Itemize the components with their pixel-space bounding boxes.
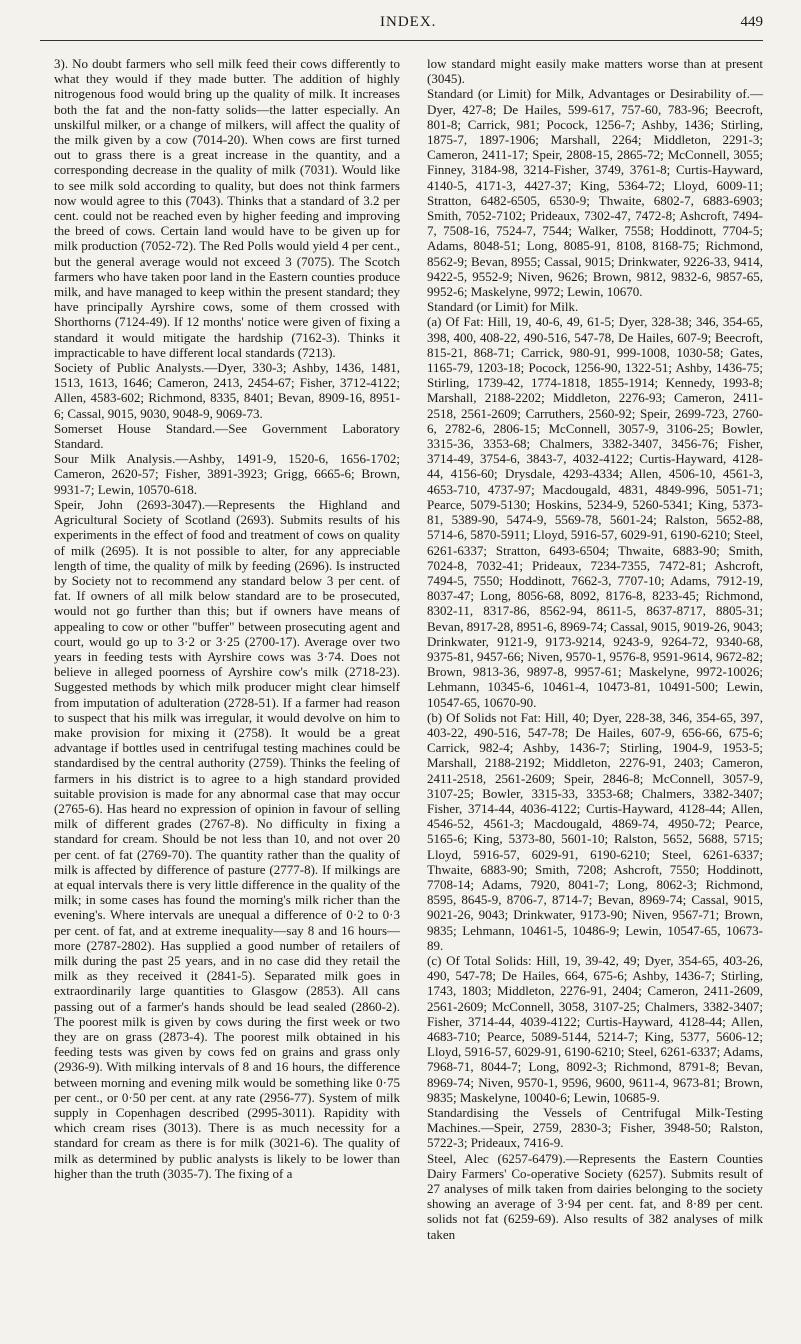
index-entry-speir-john: Speir, John (2693-3047).—Represents the Highland and Agricultural Society of Scotland (2693). Submits results of his experiments in the effect of food and treatment of cows on quality of milk (2695). It is not possible to alter, for any appreciable length of time, the quality of milk by feeding (2696). Is instructed by Society not to recommend any standard below 3 per cent. of fat. If owners of all milk below standard are to be prosecuted, would not go further than this; but if owners have means of appealing to cow or other "buffer" between prosecuting agent and court, would go up to 3·2 or 3·25 (2700-17). Average over two years in feeding tests with Ayrshire cows was 3·74. Does not believe in alleged poorness of Ayrshire cow's milk (2718-23). Suggested methods by which milk producer might clear himself from imputation of adulteration (2728-51). If a farmer had reason to suspect that his milk was irregular, it would devolve on him to make provision for mixing it (2758). It would be a great advantage if bottles used in centrifugal testing machines could be standardised by the central authority (2759). Thinks the feeling of farmers in his district is to agree to a high standard provided suitable provision is made for any abnormal case that may occur (2765-6). Has heard no expression of opinion in favour of selling milk of different grades (2767-8). No difficulty in fixing a standard for cream. Should be not less than 10, and not over 20 per cent. of fat (2769-70). The quantity rather than the quality of milk is affected by difference of pasture (2777-8). If milkings are at equal intervals there is very little difference in the quality of the milk; in some cases has found the morning's milk richer than the evening's. Where intervals are unequal a difference of 0·2 to 0·3 per cent. of fat, and at extreme inequality—say 8 and 16 hours—more (2787-2802). Has supplied a good number of retailers of milk during the past 25 years, and in no case did they retail the milk as they received it (2841-5). Separated milk goes in extraordinarily large quantities to Glasgow (2853). All cans passing out of a farmer's hands should be lead sealed (2860-2). The poorest milk is given by cows during the first week or two they are on grass (2873-4). The poorest milk obtained in his feeding tests was given by cows fed on grains and grass only (2936-9). With milking intervals of 8 and 16 hours, the difference between morning and evening milk would be something like 0·75 per cent., or 0·50 per cent. at any rate (2956-77). System of milk supply in Copenhagen described (2995-3011). Rapidity with which cream rises (3013). There is as much necessity for a standard for cream as there is for milk (3021-6). The quality of milk as determined by public analysts is likely to be lower than higher than the truth (3035-7). The fixing of a xyxy=(54,496,400,1181)
index-entry-standardising-vessels: Standardising the Vessels of Centrifugal Milk-Testing Machines.—Speir, 2759, 2830-3; Fisher, 3948-50; Ralston, 5722-3; Prideaux, 7416-9. xyxy=(427,1105,763,1151)
left-column xyxy=(40,56,400,1181)
index-subentry-total-solids: (c) Of Total Solids: Hill, 19, 39-42, 49; Dyer, 354-65, 403-26, 490, 547-78; De Hailes, 664, 675-6; Ashby, 1436-7; Stirling, 1743, 1803; Middleton, 2276-91, 2404; Cameron, 2411-2609, 2561-2609; McConnell, 3058, 3107-25; Chalmers, 3382-3407; Fisher, 3714-44, 4039-4122; Curtis-Hayward, 4128-44; Allen, 4683-710; Pearce, 5089-5144, 5214-7; King, 5377, 5606-12; Lloyd, 5916-57, 6029-91, 6190-6210; Steel, 6261-6337; Adams, 7968-71, 8044-7; Long, 8092-3; Richmond, 8791-8; Bevan, 8969-74; Niven, 9570-1, 9596, 9600, 9611-4, 9673-81; Brown, 9835; Maskelyne, 10040-6; Lewin, 10685-9. xyxy=(427,952,763,1105)
running-title: INDEX. xyxy=(380,14,437,30)
index-entry-society-public-analysts: Society of Public Analysts.—Dyer, 330-3; Ashby, 1436, 1481, 1513, 1613, 1646; Cameron, 2413, 2454-67; Fisher, 3712-4122; Allen, 4583-602; Richmond, 8335, 8401; Bevan, 8909-16, 8951-6; Cassal, 9015, 9030, 9048-9, 9069-73. xyxy=(54,360,400,421)
index-entry-sour-milk: Sour Milk Analysis.—Ashby, 1491-9, 1520-6, 1656-1702; Cameron, 2620-57; Fisher, 3891-3923; Grigg, 6665-6; Brown, 9931-7; Lewin, 10570-618. xyxy=(54,451,400,497)
index-entry-standard-heading: Standard (or Limit) for Milk. xyxy=(427,299,579,315)
index-subentry-solids-not-fat: (b) Of Solids not Fat: Hill, 40; Dyer, 228-38, 346, 354-65, 397, 403-22, 490-516, 547-78; De Hailes, 607-9, 656-66, 675-6; Carrick, 982-4; Ashby, 1436-7; Stirling, 1904-9, 1953-5; Marshall, 2188-2192; Middleton, 2276-91, 2403; Cameron, 2411-2518, 2561-2609; Speir, 2846-8; McConnell, 3057-9, 3107-25; Bowler, 3315-33, 3353-68; Chalmers, 3382-3407; Fisher, 3714-44, 4036-4122; Curtis-Hayward, 4128-44; Allen, 4546-52, 4561-3; Macdougald, 4869-74, 4950-72; Pearce, 5165-6; King, 5373-80, 5601-10; Ralston, 5652, 5688, 5715; Lloyd, 5916-57, 6029-91, 6190-6210; Steel, 6261-6337; Thwaite, 6883-90; Smith, 7208; Ashcroft, 7550; Hoddinott, 7708-14; Adams, 7920, 8041-7; Long, 8062-3; Richmond, 8595, 8645-9, 8706-7, 8714-7; Bevan, 8969-74; Cassal, 9015, 9021-26, 9043; Drinkwater, 9173-90; Niven, 9567-71; Brown, 9835; Lehmann, 10461-5, 10486-9; Lewin, 10547-65, 10673-89. xyxy=(427,709,763,953)
page-header xyxy=(40,14,763,36)
index-entry-steel-alec: Steel, Alec (6257-6479).—Represents the Eastern Counties Dairy Farmers' Co-operative Society (6257). Submits result of 27 analyses of milk taken from dairies belonging to the society showing an average of 3·94 per cent. fat, and 8·89 per cent. solids not fat (6259-69). Also results of 382 analyses of milk taken xyxy=(427,1150,763,1242)
index-entry-somerset-house: Somerset House Standard.—See Government Laboratory Standard. xyxy=(54,420,400,452)
index-entry-continuation-right: low standard might easily make matters worse than at present (3045). xyxy=(427,56,763,87)
index-subentry-fat: (a) Of Fat: Hill, 19, 40-6, 49, 61-5; Dyer, 328-38; 346, 354-65, 398, 400, 408-22, 490-516, 547-78, De Hailes, 607-9; Beecroft, 815-21, 868-71; Carrick, 980-91, 999-1008, 1030-58; Gates, 1165-79, 1203-18; Pocock, 1256-90, 1322-51; Ashby, 1436-75; Stirling, 1739-42, 1774-1818, 1855-1914; Kennedy, 1993-8; Marshall, 2188-2202; Middleton, 2276-93; Cameron, 2411-2518, 2561-2609; Carruthers, 2560-92; Speir, 2699-723, 2760-6, 2782-6, 2806-15; McConnell, 3057-9, 3106-25; Bowler, 3315-36, 3353-68; Chalmers, 3382-3407, 3456-76; Fisher, 3714-49, 3754-6, 3843-7, 4032-4122; Curtis-Hayward, 4128-44, 4156-60; Drysdale, 4293-4334; Allen, 4506-10, 4561-3, 4653-710, 4737-97; Macdougald, 4831, 4849-996, 5051-71; Pearce, 5079-5130; Hoskins, 5234-9, 5260-5341; King, 5373-81, 5389-90, 5474-9, 5569-78, 5601-24; Ralston, 5652-88, 5714-6, 5870-5911; Lloyd, 5916-57, 6029-91, 6190-6210; Steel, 6261-6337; Stratton, 6493-6504; Thwaite, 6883-90; Smith, 7024-8, 7032-41; Prideaux, 7234-7355, 7472-81; Ashcroft, 7494-5, 7550; Hoddinott, 7662-3, 7707-10; Adams, 7912-19, 8037-47; Long, 8056-68, 8092, 8176-8, 8233-45; Richmond, 8302-11, 8317-86, 8562-94, 8611-5, 8637-8717, 8805-31; Bevan, 8917-28, 8951-6, 8969-74; Cassal, 9015, 9019-26, 9043; Drinkwater, 9121-9, 9173-9214, 9243-9, 9264-72, 9340-68, 9375-81, 9457-66; Niven, 9570-1, 9576-8, 9591-9614, 9672-82; Brown, 9813-36, 9897-8, 9957-61; Maskelyne, 9972-10026; Lehmann, 10345-6, 10461-4, 10473-81, 10491-500; Lewin, 10547-65, 10670-90. xyxy=(427,314,763,710)
header-rule xyxy=(40,40,763,41)
right-column xyxy=(413,56,763,1242)
index-entry-standard-advantages: Standard (or Limit) for Milk, Advantages or Desirability of.—Dyer, 427-8; De Hailes, 599-617, 757-60, 783-96; Beecroft, 801-8; Carrick, 981; Pocock, 1256-7; Ashby, 1436; Stirling, 1875-7, 1897-1906; Marshall, 2264; Middleton, 2291-3; Cameron, 2411-17; Speir, 2808-15, 2865-72; McConnell, 3055; Finney, 3184-98, 3214-Fisher, 3749, 3761-8; Curtis-Hayward, 4140-5, 4171-3, 4427-37; King, 5364-72; Lloyd, 6009-11; Stratton, 6482-6505, 6530-9; Thwaite, 6802-7, 6883-6903; Smith, 7052-7102; Prideaux, 7302-47, 7472-8; Ashcroft, 7494-7, 7508-16, 7524-7, 7544; Walker, 7558; Hoddinott, 7704-5; Adams, 8048-51; Long, 8085-91, 8108, 8168-75; Richmond, 8562-9; Bevan, 8955; Cassal, 9015; Drinkwater, 9226-33, 9414, 9422-5, 9552-9; Niven, 9626; Brown, 9812, 9832-6, 9857-65, 9952-6; Maskelyne, 9972; Lewin, 10670. xyxy=(427,86,763,300)
index-entry-continuation: 3). No doubt farmers who sell milk feed their cows differently to what they would if they made butter. The addition of highly nitrogenous food would bring up the quality of milk. It increases both the fat and the non-fatty solids—the latter especially. An unskilful milker, or a change of milkers, will affect the quality of the milk given by a cow (7014-20). When cows are first turned out to grass there is a great increase in the quantity, and a corresponding decrease in the quality of milk (7031). Would like to see milk sold according to quality, but does not think farmers now would agree to this (7043). Thinks that a standard of 3.2 per cent. could not be reached even by higher feeding and improving the breed of cows. Certain land would have to be given up for milk production (7052-72). The Red Polls would yield 4 per cent., but the general average would not exceed 3 (7075). The Scotch farmers who have taken poor land in the Eastern counties produce milk, and have managed to keep within the present standard; they have principally Ayrshire cows, some of them crossed with Shorthorns (7124-49). If 12 months' notice were given of fixing a standard it would mitigate the hardship (7162-3). Thinks it impracticable to have different local standards (7213). xyxy=(54,56,400,360)
page-number: 449 xyxy=(740,14,763,30)
